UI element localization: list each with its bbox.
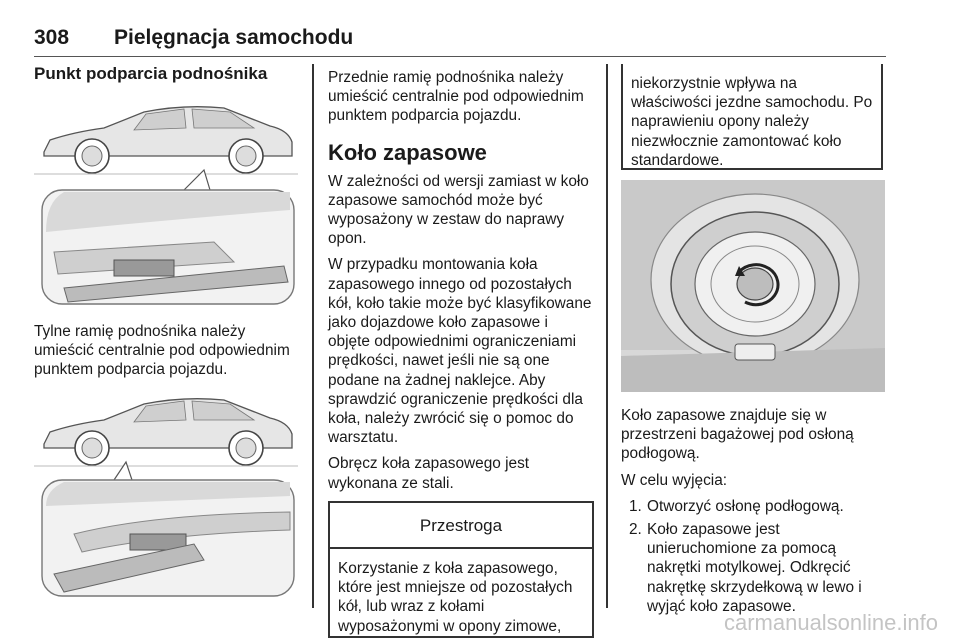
column-divider-1 (312, 64, 314, 608)
middle-column (328, 68, 594, 638)
front-jack-illustration (34, 92, 298, 306)
warning-continuation-box (621, 64, 883, 170)
header-rule (34, 56, 886, 57)
removal-steps (621, 497, 883, 616)
left-column-text (34, 322, 302, 387)
paragraph-temporary-spare: W przypadku montowania koła zapasowego innego od pozostałych kół, koło takie może być klasyfikowane jako dojazdowe koło zapasowe i objęte odpowiednimi ograniczeniami prędkości, nawet jeśli nie są one podane na żadnej naklejce. Aby sprawdzić ograniczenie prędkości dla koła, należy zwrócić się o pomoc do warsztatu. (328, 256, 592, 447)
warning-title: Przestroga (330, 503, 592, 549)
paragraph-spare-location: Koło zapasowe znajduje się w przestrzeni bagażowej pod osłoną podłogową. (621, 407, 854, 463)
warning-box (328, 501, 594, 638)
warning-text: Korzystanie z koła zapasowego, które jest mniejsze od pozostałych kół, lub wraz z kołami wyposażonymi w opony zimowe, (338, 560, 573, 635)
page-number: 308 (34, 26, 70, 49)
section-subheading: Punkt podparcia podnośnika (34, 64, 268, 83)
paragraph-steel-rim: Obręcz koła zapasowego jest wykonana ze stali. (328, 455, 530, 492)
spare-wheel-illustration (621, 180, 885, 392)
right-column (621, 406, 883, 620)
rear-jack-caption: Tylne ramię podnośnika należy umieścić centralnie pod odpowiednim punktem podparcia pojazdu. (34, 323, 290, 379)
warning-continuation-text: niekorzystnie wpływa na właściwości jezdne samochodu. Po naprawieniu opony należy niezwłocznie zamontować koło standardowe. (631, 75, 873, 169)
chapter-title: Pielęgnacja samochodu (114, 26, 354, 49)
list-item: 1. Otworzyć osłonę podłogową. (629, 497, 844, 515)
watermark: carmanualsonline.info (723, 610, 938, 635)
paragraph-removal-intro: W celu wyjęcia: (621, 471, 728, 489)
column-divider-2 (606, 64, 608, 608)
paragraph-tyre-kit: W zależności od wersji zamiast w koło zapasowe samochód może być wyposażony w zestaw do naprawy opon. (328, 172, 589, 248)
rear-jack-illustration (34, 384, 298, 598)
section-heading: Koło zapasowe (328, 139, 487, 165)
front-jack-text: Przednie ramię podnośnika należy umieścić centralnie pod odpowiednim punktem podparcia pojazdu. (328, 69, 584, 125)
list-item: 2. Koło zapasowe jest unieruchomione za pomocą nakrętki motylkowej. Odkręcić nakrętkę skrzydełkową w lewo i wyjąć koło zapasowe. (629, 521, 862, 615)
